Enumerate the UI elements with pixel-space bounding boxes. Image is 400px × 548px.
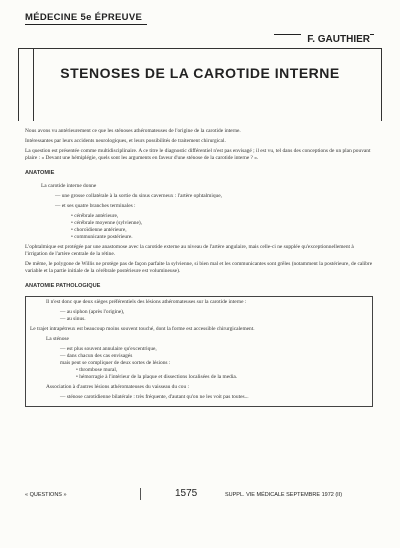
article-title: STENOSES DE LA CAROTIDE INTERNE xyxy=(60,65,340,81)
pathology-note: Le trajet intrapétreux est beaucoup moins souvent touché, dont la forme est accessible chirurgicalement. xyxy=(30,326,255,332)
pathology-box xyxy=(25,296,373,407)
branch-4: • communicante postérieure. xyxy=(71,234,133,240)
anatomy-item-1: — une grosse collatérale à la sortie du sinus caverneux : l'artère ophtalmique, xyxy=(55,193,222,199)
exam-section-title: MÉDECINE 5e ÉPREUVE xyxy=(25,12,143,23)
anatomy-heading: ANATOMIE xyxy=(25,170,55,176)
pathology-item-1: — au siphon (après l'origine), xyxy=(60,309,125,315)
header-left-rule xyxy=(25,24,147,25)
lesion-item-3: mais peut se compliquer de deux sortes de lésions : xyxy=(60,360,171,366)
lesion-item-2: — dans chacun des cas envisagés xyxy=(60,353,133,359)
branch-2: • cérébrale moyenne (sylvienne), xyxy=(71,220,143,226)
pathology-heading: ANATOMIE PATHOLOGIQUE xyxy=(25,283,101,289)
complication-2: • hémorragie à l'intérieur de la plaque et dissections localisées de la media. xyxy=(76,374,238,380)
pathology-item-2: — au sinus. xyxy=(60,316,86,322)
footer-series: « QUESTIONS » xyxy=(25,492,67,498)
page-number: 1575 xyxy=(175,488,198,499)
branch-1: • cérébrale antérieure, xyxy=(71,213,119,219)
article-body xyxy=(25,128,373,413)
lesion-lead: La sténose xyxy=(46,336,69,342)
anatomy-lead: La carotide interne donne xyxy=(41,183,97,189)
intro-paragraph-3: La question est présentée comme multidisciplinaire. A ce titre le diagnostic différentiel n'est pas envisagé ; il est vu, tel dans des conceptions de un plan pouvant plaire : « Devant une hémiplégie, quels sont les arguments en faveur d'une sténose de la carotide interne ? ». xyxy=(25,148,371,161)
association-item-1: — sténose carotidienne bilatérale : très fréquente, d'autant qu'on ne les voit pas toutes... xyxy=(60,394,249,400)
branch-3: • choroïdienne antérieure, xyxy=(71,227,127,233)
pathology-lead: Il n'est donc que deux sièges préférentiels des lésions athéromateuses sur la carotide interne : xyxy=(46,299,247,305)
footer-divider xyxy=(140,488,141,500)
anatomy-paragraph-2: De même, le polygone de Willis ne protège pas de façon parfaite la sylvienne, si bien mal et les communicantes sont grêles (notamment la postérieure, de calibre variable et la partie initiale de la cérébrale postérieure est volumineuse). xyxy=(25,261,373,274)
anatomy-paragraph-1: L'ophtalmique est protégée par une anastomose avec la carotide externe au niveau de l'artère angulaire, mais celle-ci ne supplée qu'exceptionnellement à l'irrigation de l'artère centrale de la rétine. xyxy=(25,244,354,257)
page-footer xyxy=(25,488,375,502)
lesion-item-1: — est plus souvent annulaire qu'excentrique, xyxy=(60,346,157,352)
footer-publication: SUPPL. VIE MÉDICALE SEPTEMBRE 1972 (II) xyxy=(225,492,343,498)
intro-paragraph-2: Intéressantes par leurs accidents neurologiques, et leurs possibilités de traitement chirurgical. xyxy=(25,138,226,144)
title-frame-inner-rule xyxy=(33,49,34,121)
intro-paragraph-1: Nous avons vu antérieurement ce que les sténoses athéromateuses de l'origine de la carotide interne. xyxy=(25,128,241,134)
association-lead: Association à d'autres lésions athéromateuses du vaisseau du cou : xyxy=(46,384,190,390)
page-header xyxy=(0,12,400,45)
title-frame xyxy=(18,48,382,121)
anatomy-item-2: — et ses quatre branches terminales : xyxy=(55,203,136,209)
complication-1: • thrombose mural, xyxy=(76,367,118,373)
author-name: F. GAUTHIER xyxy=(301,34,370,45)
